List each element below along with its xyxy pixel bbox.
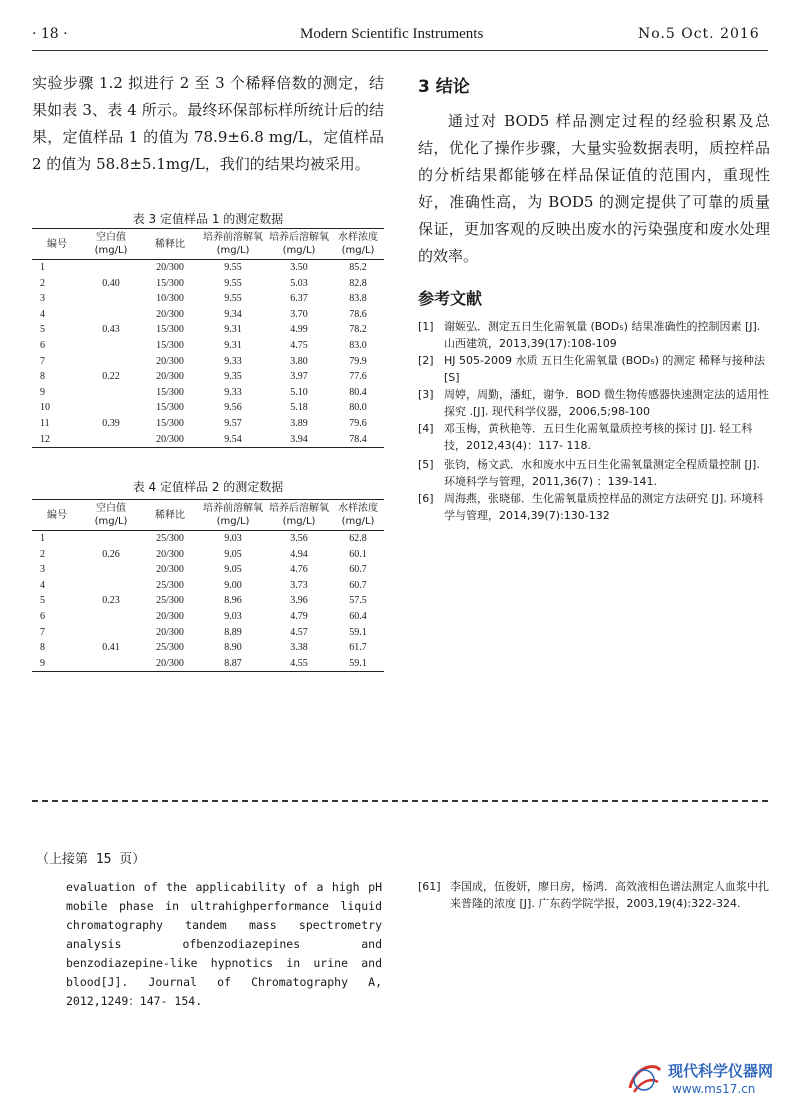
table-cell: 60.1 xyxy=(349,548,367,560)
table-cell: 3 xyxy=(40,293,45,305)
column-header: 培养后溶解氧 (mg/L) xyxy=(266,500,332,531)
table-cell xyxy=(82,354,140,370)
table-cell: 10 xyxy=(40,402,50,414)
table-cell: 3.70 xyxy=(290,308,308,320)
table-cell: 7 xyxy=(40,355,45,367)
table-cell: 25/300 xyxy=(156,579,184,591)
table-cell: 9.03 xyxy=(224,533,242,544)
issue-info: No.5 Oct. 2016 xyxy=(638,26,760,42)
table-row xyxy=(32,385,384,401)
reference-item xyxy=(418,386,770,420)
table-cell: 8 xyxy=(40,642,45,654)
watermark-url: www.ms17.cn xyxy=(672,1082,756,1096)
table-cell: 15/300 xyxy=(156,324,184,336)
table-cell: 6.37 xyxy=(290,293,308,305)
table-row xyxy=(32,291,384,307)
table-cell: 6 xyxy=(40,339,45,351)
reference-text: 张钧，杨文武．水和废水中五日生化需氧量测定全程质量控制 [J]. 环境科学与管理，2011,36(7) ：139-141. xyxy=(444,458,760,488)
table-cell: 4.75 xyxy=(290,339,308,351)
table-cell: 9.54 xyxy=(200,432,266,448)
table-cell: 83.0 xyxy=(349,339,367,351)
table-cell xyxy=(82,625,140,641)
column-header: 编号 xyxy=(32,500,82,531)
table-cell: 20/300 xyxy=(156,626,184,638)
table-cell: 11 xyxy=(40,417,50,429)
reference-item xyxy=(418,456,770,490)
table-cell: 20/300 xyxy=(156,371,184,383)
table-cell: 80.4 xyxy=(349,386,367,398)
reference-text: 周海燕，张晓郁．生化需氧量质控样品的测定方法研究 [J]. 环境科学与管理，2014,39(7):130-132 xyxy=(444,492,764,522)
table-cell: 20/300 xyxy=(156,564,184,576)
table-cell: 0.41 xyxy=(102,642,120,654)
table-cell: 60.4 xyxy=(349,610,367,622)
table-cell: 0.39 xyxy=(102,417,120,429)
table-cell: 9 xyxy=(32,656,82,672)
table-cell: 78.4 xyxy=(332,432,384,448)
journal-title: Modern Scientific Instruments xyxy=(300,26,484,42)
reference-number: [5] xyxy=(418,458,434,471)
table-cell: 15/300 xyxy=(156,277,184,289)
table-row xyxy=(32,562,384,578)
table4-caption: 表 4 定值样品 2 的测定数据 xyxy=(132,480,284,494)
table-row xyxy=(32,593,384,609)
watermark-name: 现代科学仪器网 xyxy=(668,1062,774,1080)
table-cell xyxy=(82,260,140,276)
continued-reference-text: evaluation of the applicability of a high pH mobile phase in ultrahighperformance liquid chromatography tandem mass spectrometry analysis ofbenzodiazepines and benzodiazepine-like hypnotics in urine and blood[J]. Journal of Chromatography A, 2012,1249：147- 154. xyxy=(66,880,382,1008)
table-row xyxy=(32,578,384,594)
table-cell: 20/300 xyxy=(140,432,200,448)
table-cell: 15/300 xyxy=(156,402,184,414)
table-cell: 20/300 xyxy=(156,355,184,367)
table-row xyxy=(32,354,384,370)
table-cell xyxy=(82,432,140,448)
table-cell: 10/300 xyxy=(156,293,184,305)
table3-body xyxy=(32,260,384,448)
table-cell: 15/300 xyxy=(156,339,184,351)
table-cell: 9.55 xyxy=(224,277,242,289)
table-cell: 25/300 xyxy=(156,533,184,544)
table-cell: 61.7 xyxy=(349,642,367,654)
table-cell: 15/300 xyxy=(156,417,184,429)
table-cell: 59.1 xyxy=(349,626,367,638)
table-cell: 4.94 xyxy=(290,548,308,560)
table-cell: 9.05 xyxy=(224,564,242,576)
table-row xyxy=(32,547,384,563)
table-cell xyxy=(82,578,140,594)
table-cell: 83.8 xyxy=(349,293,367,305)
table-row xyxy=(32,656,384,672)
reference-text: 谢姬弘．测定五日生化需氧量 (BOD₅) 结果准确性的控制因素 [J]. 山西建筑，2013,39(17):108-109 xyxy=(444,320,761,350)
table-cell: 5.10 xyxy=(290,386,308,398)
column-header: 空白值 (mg/L) xyxy=(82,500,140,531)
table-cell: 4.79 xyxy=(290,610,308,622)
table-row xyxy=(32,307,384,323)
reference-item xyxy=(418,352,770,386)
table-cell: 0.43 xyxy=(102,324,120,336)
table-cell: 3.89 xyxy=(290,417,308,429)
section3-title: 3 结论 xyxy=(418,77,470,97)
table-cell: 5.18 xyxy=(290,402,308,414)
table-cell xyxy=(82,656,140,672)
table-cell: 8 xyxy=(40,371,45,383)
table-cell: 20/300 xyxy=(156,610,184,622)
table-cell: 0.23 xyxy=(102,595,120,607)
red-swoosh-logo-icon xyxy=(624,1058,664,1098)
reference-item xyxy=(418,420,770,454)
table-cell: 1 xyxy=(40,533,45,544)
reference-number: [3] xyxy=(418,388,434,401)
table-cell: 3.96 xyxy=(290,595,308,607)
table-cell: 2 xyxy=(40,277,45,289)
table-cell: 3.38 xyxy=(290,642,308,654)
reference-number: [4] xyxy=(418,422,434,435)
table-cell: 9 xyxy=(40,386,45,398)
table4-body xyxy=(32,531,384,672)
table-cell: 5.03 xyxy=(290,277,308,289)
table-row xyxy=(32,322,384,338)
column-header: 培养后溶解氧 (mg/L) xyxy=(266,229,332,260)
table4-header-row xyxy=(32,500,384,531)
header-rule xyxy=(32,50,768,51)
table3 xyxy=(32,228,384,448)
table-cell: 3.94 xyxy=(266,432,332,448)
table-cell: 3.56 xyxy=(290,533,308,544)
column-header: 培养前溶解氧 (mg/L) xyxy=(200,229,266,260)
column-header: 空白值 (mg/L) xyxy=(82,229,140,260)
table-cell xyxy=(82,385,140,401)
table-cell: 3.80 xyxy=(290,355,308,367)
table-row xyxy=(32,260,384,276)
reference-item xyxy=(418,490,770,524)
table-cell: 8.87 xyxy=(200,656,266,672)
intro-paragraph: 实验步骤 1.2 拟进行 2 至 3 个稀释倍数的测定，结果如表 3、表 4 所示。最终环保部标样所统计后的结果，定值样品 1 的值为 78.9±6.8 mg/L，定值样品 2 的值为 58.8±5.1mg/L，我们的结果均被采用。 xyxy=(32,74,384,173)
column-header: 培养前溶解氧 (mg/L) xyxy=(200,500,266,531)
table-cell: 20/300 xyxy=(156,262,184,273)
table-cell: 57.5 xyxy=(349,595,367,607)
table-cell: 1 xyxy=(40,262,45,273)
table-cell xyxy=(82,291,140,307)
table-cell: 15/300 xyxy=(156,386,184,398)
table-cell: 80.0 xyxy=(349,402,367,414)
table-row xyxy=(32,625,384,641)
table-cell: 78.6 xyxy=(349,308,367,320)
table-row xyxy=(32,432,384,448)
table-cell xyxy=(82,562,140,578)
reference-text: 邓玉梅，黄秋艳等．五日生化需氧量质控考核的探讨 [J]. 轻工科技，2012,43(4)：117- 118. xyxy=(444,422,753,452)
table-cell: 20/300 xyxy=(140,656,200,672)
table-cell: 3.97 xyxy=(290,371,308,383)
table-cell: 0.40 xyxy=(102,277,120,289)
table-cell xyxy=(82,338,140,354)
table4 xyxy=(32,499,384,672)
table-cell: 4.99 xyxy=(290,324,308,336)
reference-text: 周婷，周勤，潘虹，谢争．BOD 微生物传感器快速测定法的适用性探究 .[J]. 现代科学仪器，2006,5;98-100 xyxy=(444,388,769,418)
reference-text: 李国成，伍俊妍，廖日房，杨鸿．高效液相色谱法测定人血浆中扎来普隆的浓度 [J]. 广东药学院学报，2003,19(4):322-324. xyxy=(450,880,769,910)
table-cell: 9.05 xyxy=(224,548,242,560)
site-watermark xyxy=(620,1052,790,1104)
table-cell: 4 xyxy=(40,308,45,320)
table-cell: 8.89 xyxy=(224,626,242,638)
table-cell: 4.76 xyxy=(290,564,308,576)
table-cell: 12 xyxy=(32,432,82,448)
table-cell: 8.90 xyxy=(224,642,242,654)
table-row xyxy=(32,609,384,625)
table-cell: 9.35 xyxy=(224,371,242,383)
column-header: 稀释比 xyxy=(140,500,200,531)
table-cell: 5 xyxy=(40,324,45,336)
table-row xyxy=(32,640,384,656)
reference-number: [1] xyxy=(418,320,434,333)
conclusion-paragraph: 通过对 BOD5 样品测定过程的经验积累及总结，优化了操作步骤，大量实验数据表明，质控样品的分析结果都能够在样品保证值的范围内，重现性好，准确性高，为 BOD5 的测定提供了可靠的质量保证，更加客观的反映出废水的污染强度和废水处理的效率。 xyxy=(418,112,770,265)
table-cell: 25/300 xyxy=(156,595,184,607)
table-cell: 9.56 xyxy=(224,402,242,414)
table-cell: 78.2 xyxy=(349,324,367,336)
table-cell: 9.34 xyxy=(224,308,242,320)
table-cell: 60.7 xyxy=(349,579,367,591)
table-cell: 9.31 xyxy=(224,339,242,351)
table-cell: 3.50 xyxy=(290,262,308,273)
table-row xyxy=(32,338,384,354)
table-cell: 59.1 xyxy=(332,656,384,672)
reference-item xyxy=(418,318,770,352)
table-cell: 25/300 xyxy=(156,642,184,654)
table-cell: 9.55 xyxy=(224,293,242,305)
table-cell xyxy=(82,609,140,625)
table-cell: 0.26 xyxy=(102,548,120,560)
table-cell: 62.8 xyxy=(349,533,367,544)
table-cell: 8.96 xyxy=(224,595,242,607)
references-title: 参考文献 xyxy=(418,289,483,308)
table-cell: 9.33 xyxy=(224,386,242,398)
table-cell: 4.55 xyxy=(266,656,332,672)
table-cell: 9.57 xyxy=(224,417,242,429)
table-cell: 9.00 xyxy=(224,579,242,591)
reference-number: [61] xyxy=(418,880,441,893)
table-cell: 4 xyxy=(40,579,45,591)
table-cell: 79.9 xyxy=(349,355,367,367)
continuation-label: （上接第 15 页） xyxy=(36,852,146,867)
table-cell: 2 xyxy=(40,548,45,560)
table-cell: 77.6 xyxy=(349,371,367,383)
column-header: 水样浓度 (mg/L) xyxy=(332,229,384,260)
table-cell: 9.33 xyxy=(224,355,242,367)
table-cell: 6 xyxy=(40,610,45,622)
table-row xyxy=(32,369,384,385)
column-header: 水样浓度 (mg/L) xyxy=(332,500,384,531)
table-cell: 9.03 xyxy=(224,610,242,622)
column-header: 编号 xyxy=(32,229,82,260)
table-cell: 5 xyxy=(40,595,45,607)
table-cell: 82.8 xyxy=(349,277,367,289)
table3-header-row xyxy=(32,229,384,260)
table-row xyxy=(32,400,384,416)
table-row xyxy=(32,531,384,547)
section-separator xyxy=(32,800,768,802)
table-cell: 20/300 xyxy=(156,548,184,560)
table-cell xyxy=(82,531,140,547)
page-number: · 18 · xyxy=(32,26,68,42)
table-cell: 9.55 xyxy=(224,262,242,273)
table-cell: 60.7 xyxy=(349,564,367,576)
table-cell xyxy=(82,400,140,416)
table-cell: 79.6 xyxy=(349,417,367,429)
table3-caption: 表 3 定值样品 1 的测定数据 xyxy=(132,212,284,226)
reference-text: HJ 505-2009 水质 五日生化需氧量 (BOD₅) 的测定 稀释与接种法 [S] xyxy=(444,354,765,384)
reference-number: [6] xyxy=(418,492,434,505)
table-cell xyxy=(82,307,140,323)
table-cell: 85.2 xyxy=(349,262,367,273)
reference-number: [2] xyxy=(418,354,434,367)
table-cell: 9.31 xyxy=(224,324,242,336)
table-cell: 0.22 xyxy=(102,371,120,383)
table-cell: 3 xyxy=(40,564,45,576)
table-row xyxy=(32,276,384,292)
table-row xyxy=(32,416,384,432)
reference-61 xyxy=(418,878,770,912)
table-cell: 7 xyxy=(40,626,45,638)
column-header: 稀释比 xyxy=(140,229,200,260)
table-cell: 3.73 xyxy=(290,579,308,591)
table-cell: 20/300 xyxy=(156,308,184,320)
table-cell: 4.57 xyxy=(290,626,308,638)
